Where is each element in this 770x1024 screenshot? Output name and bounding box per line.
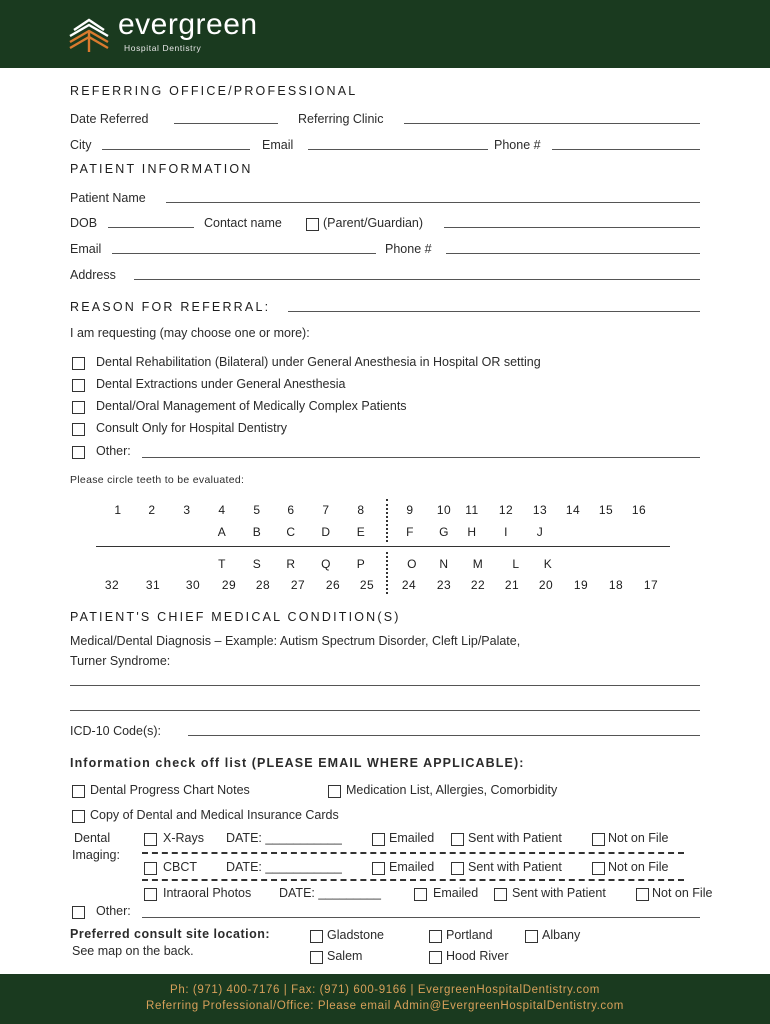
xrays-emailed-checkbox[interactable] — [372, 833, 385, 846]
tooth-25[interactable]: 25 — [359, 578, 375, 592]
patient-phone-field[interactable] — [446, 253, 700, 254]
reason-extractions-checkbox[interactable] — [72, 379, 85, 392]
tooth-5[interactable]: 5 — [253, 503, 261, 517]
dob-label: DOB — [70, 216, 98, 230]
medication-list-label: Medication List, Allergies, Comorbidity — [346, 783, 558, 797]
tooth-14[interactable]: 14 — [565, 503, 581, 517]
diagnosis-field-1[interactable] — [70, 685, 700, 686]
date-referred-field[interactable] — [174, 123, 278, 124]
reason-management-checkbox[interactable] — [72, 401, 85, 414]
reason-consult-label: Consult Only for Hospital Dentistry — [96, 421, 288, 435]
info-other-label: Other: — [96, 904, 131, 918]
consult-site-label: Preferred consult site location: — [70, 927, 271, 941]
diagnosis-line1: Medical/Dental Diagnosis – Example: Autism Spectrum Disorder, Cleft Lip/Palate, — [70, 634, 521, 648]
patient-name-label: Patient Name — [70, 191, 146, 205]
tooth-28[interactable]: 28 — [255, 578, 271, 592]
midline-lower — [386, 552, 388, 594]
tooth-R[interactable]: R — [286, 557, 296, 571]
tooth-1[interactable]: 1 — [114, 503, 122, 517]
tooth-6[interactable]: 6 — [287, 503, 295, 517]
tooth-11[interactable]: 11 — [465, 503, 479, 517]
xrays-notonfile-label: Not on File — [608, 831, 669, 845]
tooth-32[interactable]: 32 — [104, 578, 120, 592]
tooth-3[interactable]: 3 — [183, 503, 191, 517]
intraoral-sent-label: Sent with Patient — [512, 886, 606, 900]
cbct-checkbox[interactable] — [144, 862, 157, 875]
icd-label: ICD-10 Code(s): — [70, 724, 161, 738]
teeth-note: Please circle teeth to be evaluated: — [70, 474, 245, 486]
footer-contact-line: Ph: (971) 400-7176 | Fax: (971) 600-9166 | EvergreenHospitalDentistry.com — [170, 984, 600, 996]
site-portland-checkbox[interactable] — [429, 930, 442, 943]
header-bar — [0, 0, 770, 68]
tooth-C[interactable]: C — [286, 525, 296, 539]
tooth-23[interactable]: 23 — [436, 578, 452, 592]
tooth-12[interactable]: 12 — [498, 503, 514, 517]
tooth-L[interactable]: L — [512, 557, 520, 571]
midline-upper — [386, 499, 388, 542]
progress-notes-checkbox[interactable] — [72, 785, 85, 798]
info-other-checkbox[interactable] — [72, 906, 85, 919]
evergreen-logo-icon — [66, 16, 112, 54]
patient-email-label: Email — [70, 242, 102, 256]
contact-name-field[interactable] — [444, 227, 700, 228]
diagnosis-field-2[interactable] — [70, 710, 700, 711]
xrays-notonfile-checkbox[interactable] — [592, 833, 605, 846]
referring-heading: REFERRING OFFICE/PROFESSIONAL — [70, 84, 358, 98]
info-check-heading: Information check off list (PLEASE EMAIL WHERE APPLICABLE): — [70, 756, 525, 770]
tooth-30[interactable]: 30 — [185, 578, 201, 592]
imaging-dashed-divider-2 — [142, 879, 684, 881]
site-salem-checkbox[interactable] — [310, 951, 323, 964]
tooth-N[interactable]: N — [439, 557, 449, 571]
tooth-15[interactable]: 15 — [598, 503, 614, 517]
site-hoodriver-checkbox[interactable] — [429, 951, 442, 964]
address-field[interactable] — [134, 279, 700, 280]
tooth-18[interactable]: 18 — [608, 578, 624, 592]
intraoral-checkbox[interactable] — [144, 888, 157, 901]
guardian-label: (Parent/Guardian) — [323, 216, 424, 230]
cbct-label: CBCT — [163, 860, 198, 874]
referring-email-field[interactable] — [308, 149, 488, 150]
reason-heading: REASON FOR REFERRAL: — [70, 300, 271, 314]
referring-email-label: Email — [262, 138, 294, 152]
tooth-16[interactable]: 16 — [631, 503, 647, 517]
info-other-field[interactable] — [142, 917, 700, 918]
guardian-checkbox[interactable] — [306, 218, 319, 231]
intraoral-sent-checkbox[interactable] — [494, 888, 507, 901]
tooth-D[interactable]: D — [321, 525, 331, 539]
imaging-label-line1: Dental — [74, 831, 111, 845]
cbct-notonfile-checkbox[interactable] — [592, 862, 605, 875]
condition-heading: PATIENT'S CHIEF MEDICAL CONDITION(S) — [70, 610, 401, 624]
city-label: City — [70, 138, 92, 152]
tooth-31[interactable]: 31 — [145, 578, 161, 592]
tooth-29[interactable]: 29 — [221, 578, 237, 592]
reason-extractions-label: Dental Extractions under General Anesthesia — [96, 377, 346, 391]
tooth-26[interactable]: 26 — [325, 578, 341, 592]
brand-subtitle: Hospital Dentistry — [124, 43, 202, 53]
site-gladstone-label: Gladstone — [327, 928, 384, 942]
cbct-emailed-checkbox[interactable] — [372, 862, 385, 875]
reason-consult-checkbox[interactable] — [72, 423, 85, 436]
imaging-dashed-divider-1 — [142, 852, 684, 854]
cbct-sent-label: Sent with Patient — [468, 860, 562, 874]
xrays-checkbox[interactable] — [144, 833, 157, 846]
medication-list-checkbox[interactable] — [328, 785, 341, 798]
cbct-sent-checkbox[interactable] — [451, 862, 464, 875]
tooth-T[interactable]: T — [218, 557, 226, 571]
xrays-label: X-Rays — [163, 831, 204, 845]
reason-field[interactable] — [288, 311, 700, 312]
intraoral-label: Intraoral Photos — [163, 886, 252, 900]
tooth-20[interactable]: 20 — [538, 578, 554, 592]
site-hoodriver-label: Hood River — [446, 949, 509, 963]
tooth-F[interactable]: F — [406, 525, 414, 539]
tooth-4[interactable]: 4 — [218, 503, 226, 517]
site-albany-checkbox[interactable] — [525, 930, 538, 943]
tooth-8[interactable]: 8 — [357, 503, 365, 517]
insurance-cards-checkbox[interactable] — [72, 810, 85, 823]
cbct-notonfile-label: Not on File — [608, 860, 669, 874]
site-salem-label: Salem — [327, 949, 363, 963]
reason-management-label: Dental/Oral Management of Medically Complex Patients — [96, 399, 407, 413]
patient-phone-label: Phone # — [385, 242, 432, 256]
teeth-divider-line — [96, 546, 670, 547]
xrays-sent-label: Sent with Patient — [468, 831, 562, 845]
tooth-21[interactable]: 21 — [504, 578, 520, 592]
intraoral-date-field[interactable]: DATE: _________ — [279, 886, 381, 900]
referring-clinic-field[interactable] — [404, 123, 700, 124]
brand-name: evergreen — [118, 8, 258, 41]
tooth-E[interactable]: E — [356, 525, 366, 539]
address-label: Address — [70, 268, 116, 282]
patient-heading: PATIENT INFORMATION — [70, 162, 253, 176]
tooth-J[interactable]: J — [536, 525, 544, 539]
cbct-emailed-label: Emailed — [389, 860, 435, 874]
reason-other-checkbox[interactable] — [72, 446, 85, 459]
tooth-I[interactable]: I — [504, 525, 508, 539]
intraoral-notonfile-checkbox[interactable] — [636, 888, 649, 901]
intraoral-emailed-label: Emailed — [433, 886, 479, 900]
referring-clinic-label: Referring Clinic — [298, 112, 384, 126]
tooth-22[interactable]: 22 — [470, 578, 486, 592]
map-note: See map on the back. — [72, 944, 194, 958]
tooth-M[interactable]: M — [472, 557, 484, 571]
tooth-7[interactable]: 7 — [322, 503, 330, 517]
reason-other-field[interactable] — [142, 457, 700, 458]
referring-phone-label: Phone # — [494, 138, 541, 152]
tooth-G[interactable]: G — [439, 525, 449, 539]
referring-phone-field[interactable] — [552, 149, 700, 150]
imaging-label-line2: Imaging: — [72, 848, 120, 862]
date-referred-label: Date Referred — [70, 112, 149, 126]
patient-name-field[interactable] — [166, 202, 700, 203]
city-field[interactable] — [102, 149, 250, 150]
patient-email-field[interactable] — [112, 253, 376, 254]
tooth-10[interactable]: 10 — [436, 503, 452, 517]
contact-name-label: Contact name — [204, 216, 282, 230]
tooth-17[interactable]: 17 — [643, 578, 659, 592]
tooth-13[interactable]: 13 — [532, 503, 548, 517]
tooth-24[interactable]: 24 — [401, 578, 417, 592]
tooth-S[interactable]: S — [252, 557, 262, 571]
diagnosis-line2: Turner Syndrome: — [70, 654, 171, 668]
progress-notes-label: Dental Progress Chart Notes — [90, 783, 250, 797]
intraoral-emailed-checkbox[interactable] — [414, 888, 427, 901]
xrays-emailed-label: Emailed — [389, 831, 435, 845]
tooth-O[interactable]: O — [407, 557, 417, 571]
site-albany-label: Albany — [542, 928, 581, 942]
dob-field[interactable] — [108, 227, 194, 228]
tooth-B[interactable]: B — [252, 525, 262, 539]
tooth-H[interactable]: H — [467, 525, 477, 539]
intraoral-notonfile-label: Not on File — [652, 886, 713, 900]
tooth-K[interactable]: K — [543, 557, 553, 571]
reason-rehab-label: Dental Rehabilitation (Bilateral) under General Anesthesia in Hospital OR setting — [96, 355, 541, 369]
tooth-2[interactable]: 2 — [148, 503, 156, 517]
tooth-27[interactable]: 27 — [290, 578, 306, 592]
reason-rehab-checkbox[interactable] — [72, 357, 85, 370]
tooth-Q[interactable]: Q — [321, 557, 331, 571]
reason-intro: I am requesting (may choose one or more): — [70, 326, 310, 340]
tooth-9[interactable]: 9 — [406, 503, 414, 517]
reason-other-label: Other: — [96, 444, 131, 458]
cbct-date-field[interactable]: DATE: ___________ — [226, 860, 342, 874]
tooth-A[interactable]: A — [217, 525, 227, 539]
tooth-19[interactable]: 19 — [573, 578, 589, 592]
xrays-sent-checkbox[interactable] — [451, 833, 464, 846]
insurance-cards-label: Copy of Dental and Medical Insurance Cards — [90, 808, 339, 822]
site-gladstone-checkbox[interactable] — [310, 930, 323, 943]
icd-field[interactable] — [188, 735, 700, 736]
site-portland-label: Portland — [446, 928, 493, 942]
xrays-date-field[interactable]: DATE: ___________ — [226, 831, 342, 845]
footer-email-line: Referring Professional/Office: Please email Admin@EvergreenHospitalDentistry.com — [146, 1000, 624, 1012]
footer-bar — [0, 974, 770, 1024]
tooth-P[interactable]: P — [356, 557, 366, 571]
